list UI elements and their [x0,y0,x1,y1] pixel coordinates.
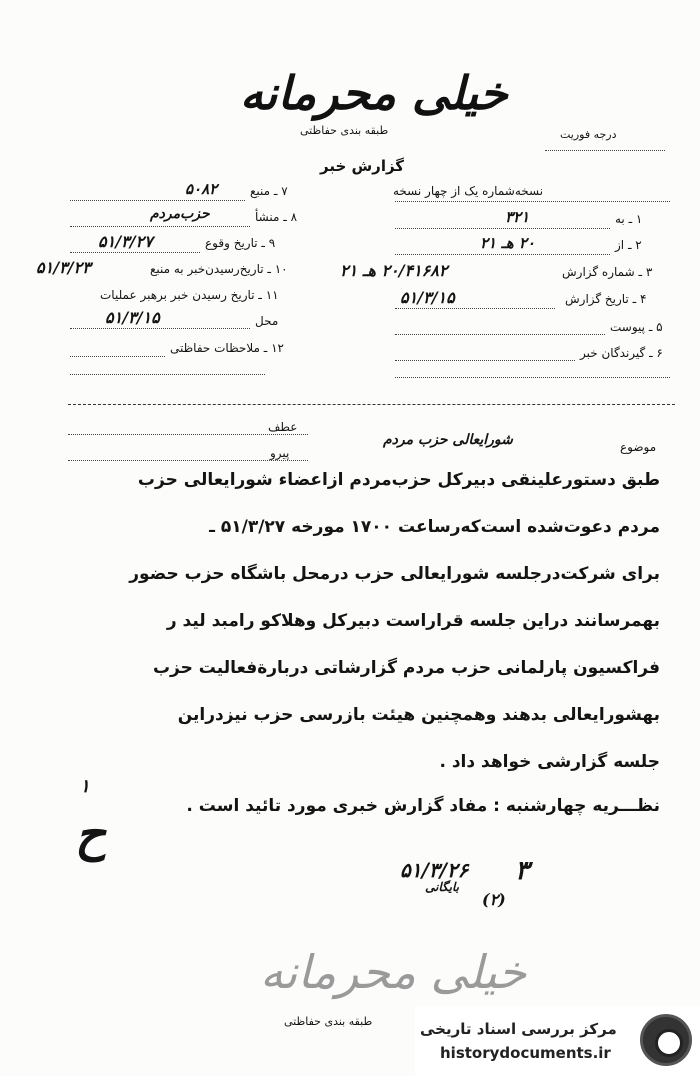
source-value: ۵۰۸۲ [185,180,218,198]
ops-value: ۵۱/۳/۱۵ [105,308,160,327]
sub-number: (۲) [482,890,506,909]
report-no-value: ۲۰/۴۱۶۸۲ هـ ۲۱ [340,261,448,280]
watermark-org-name: مرکز بررسی اسناد تاریخی [420,1020,617,1038]
form-title: گزارش خبر [320,157,405,175]
body-line-2: مردم دعوت‌شده است‌که‌رساعت ۱۷۰۰ مورخه ۵۱/۳/۲۷ ـ [209,517,660,537]
watermark-logo-icon [640,1014,692,1066]
report-date-dots [395,308,555,309]
security-dots-2 [70,374,265,375]
recipients-dots [395,360,575,361]
to-dots [395,228,610,229]
report-no-label: ۳ ـ شماره گزارش [562,265,653,279]
classification-level: طبقه بندی حفاظتی [300,124,389,137]
source-dots [70,200,245,201]
ref-dots [68,434,308,435]
body-line-4: بهمرسانند دراین جلسه قراراست دبیرکل وهلاکو رامبد لید ر [166,611,660,631]
urgency-line [545,150,665,151]
urgency-label: درجه فوریت [560,128,617,141]
body-line-5: فراکسیون پارلمانی حزب مردم گزارشاتی دربارةفعالیت حزب [152,658,660,678]
security-notes-label: ۱۲ ـ ملاحظات حفاظتی [170,341,284,355]
attachment-label: ۵ ـ پیوست [610,320,663,334]
subject-label: موضوع [620,440,657,454]
body-line-1: طبق دستورعلینقی دبیرکل حزب‌مردم ازاعضاء شورایعالی حزب [137,470,660,490]
margin-number: ۱ [80,776,90,797]
to-label: ۱ ـ به [615,212,643,226]
follow-label: پیرو [270,446,290,460]
file-note: بایگانی [425,880,459,894]
source-label: ۷ ـ منبع [250,184,288,198]
date-note: ۵۱/۳/۲۶ [400,858,469,882]
to-value: ۳۲۱ [505,208,530,226]
event-date-dots [70,252,200,253]
security-dots [70,356,165,357]
ops-label-line1: ۱۱ ـ تاریخ رسیدن خبر برهبر عملیات [100,288,279,302]
initials-signature: ح [75,806,106,862]
recipients-dots-2 [395,377,670,378]
receipt-date-value: ۵۱/۳/۲۳ [36,258,91,277]
origin-dots [70,226,250,227]
classification-stamp: خیلی محرمانه [240,66,508,120]
ops-dots [70,328,250,329]
report-date-label: ۴ ـ تاریخ گزارش [565,292,647,306]
from-label: ۲ ـ از [615,238,642,252]
ops-label-line2: محل [255,314,279,328]
from-value: ۲۰ هـ ۲۱ [480,234,535,252]
opinion-line: نظـــریه چهارشنبه : مفاد گزارش خبری مورد تائید است . [186,796,660,816]
ref-label: عطف [268,420,298,434]
recipients-label: ۶ ـ گیرندگان خبر [580,346,663,360]
from-dots [395,254,610,255]
event-date-label: ۹ ـ تاریخ وقوع [205,236,276,250]
subject-value: شورایعالی حزب مردم [383,432,513,448]
body-line-6: بهشورایعالی بدهند وهمچنین هیئت بازرسی حزب نیزدراین [177,705,660,725]
origin-label: ۸ ـ منشأ [255,210,298,224]
body-line-7: جلسه گزارشی خواهد داد . [439,752,660,772]
event-date-value: ۵۱/۳/۲۷ [98,232,153,251]
watermark-site[interactable]: historydocuments.ir [440,1044,611,1062]
origin-value: حزب‌مردم [150,206,210,222]
number-note: ۳ [515,856,529,886]
copy-dots [395,201,670,202]
attachment-dots [395,334,605,335]
body-line-3: برای شرکت‌درجلسه شورایعالی حزب درمحل باشگاه حزب حضور [129,564,660,584]
follow-dots [68,460,308,461]
footer-stamp: خیلی محرمانه [260,945,527,999]
report-date-value: ۵۱/۳/۱۵ [400,288,455,307]
receipt-date-label: ۱۰ ـ تاریخ‌رسیدن‌خبر به منبع [150,262,288,276]
copy-line: نسخه‌شماره یک از چهار نسخه [393,184,544,198]
separator-line [68,404,675,405]
footer-classification: طبقه بندی حفاظتی [284,1015,373,1028]
